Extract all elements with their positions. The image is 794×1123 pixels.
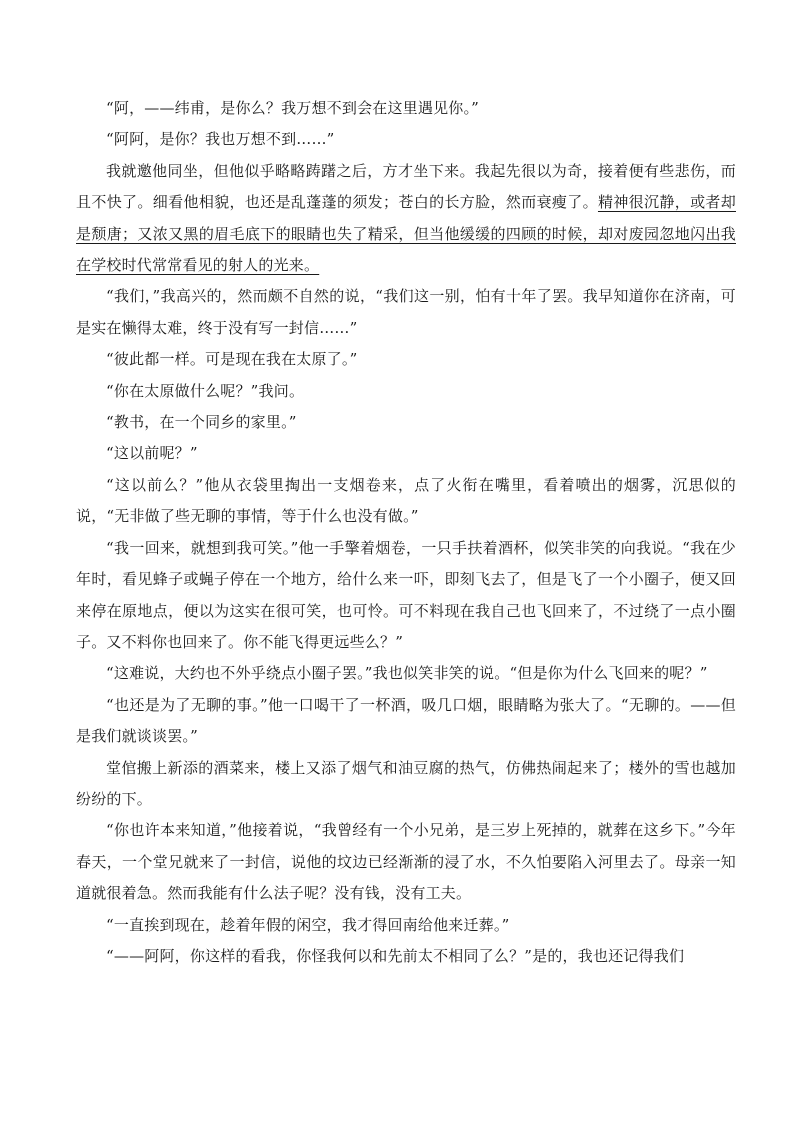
paragraph-8: “这以前呢？” xyxy=(106,444,198,463)
story-text xyxy=(76,93,736,972)
paragraph-6: “你在太原做什么呢？”我问。 xyxy=(106,381,305,400)
paragraph-1: “阿，——纬甫，是你么？我万想不到会在这里遇见你。” xyxy=(106,99,480,117)
paragraph-7: “教书，在一个同乡的家里。” xyxy=(106,413,297,432)
paragraph-11: “这难说，大约也不外乎绕点小圈子罢。”我也似笑非笑的说。“但是你为什么飞回来的呢？” xyxy=(106,664,708,683)
paragraph-10: “我一回来，就想到我可笑。”他一手擎着烟卷，一只手扶着酒杯，似笑非笑的向我说。“我在少年时，看见蜂子或蝇子停在一个地方，给什么来一吓，即刻飞去了，但是飞了一个小圈子，便又回来停在原地点，便以为这实在很可笑，也可怜。可不料现在我自己也飞回来了，不过绕了一点小圈子。又不料你也回来了。你不能飞得更远些么？” xyxy=(76,538,736,651)
paragraph-3-text: 我就邀他同坐，但他似乎略略踌躇之后，方才坐下来。我起先很以为奇，接着便有些悲伤，而且不快了。细看他相貌，也还是乱蓬蓬的须发；苍白的长方脸，然而衰瘦了。 xyxy=(76,161,736,212)
paragraph-12: “也还是为了无聊的事。”他一口喝干了一杯酒，吸几口烟，眼睛略为张大了。“无聊的。——但是我们就谈谈罢。” xyxy=(76,695,736,746)
paragraph-5: “彼此都一样。可是现在我在太原了。” xyxy=(106,350,358,369)
paragraph-4: “我们，”我高兴的，然而颇不自然的说，“我们这一别，怕有十年了罢。我早知道你在济南，可是实在懒得太难，终于没有写一封信……” xyxy=(76,287,736,337)
paragraph-14: “你也许本来知道，”他接着说，“我曾经有一个小兄弟，是三岁上死掉的，就葬在这乡下。”今年春天，一个堂兄就来了一封信，说他的坟边已经渐渐的浸了水，不久怕要陷入河里去了。母亲一知道就很着急。然而我能有什么法子呢？没有钱，没有工夫。 xyxy=(76,821,736,903)
paragraph-15: “一直挨到现在，趁着年假的闲空，我才得回南给他来迁葬。” xyxy=(106,915,510,934)
paragraph-16: “——阿阿，你这样的看我，你怪我何以和先前太不相同了么？”是的，我也还记得我们 xyxy=(106,946,685,965)
paragraph-3 xyxy=(76,156,736,282)
paragraph-13: 堂倌搬上新添的酒菜来，楼上又添了烟气和油豆腐的热气，仿佛热闹起来了；楼外的雪也越加纷纷的下。 xyxy=(76,758,736,808)
paragraph-2: “阿阿，是你？我也万想不到……” xyxy=(106,130,335,149)
underlined-passage: 精神很沉静，或者却是颓唐；又浓又黑的眉毛底下的眼睛也失了精采，但当他缓缓的四顾的时候，却对废园忽地闪出我在学校时代常常看见的射人的光来。 xyxy=(76,193,736,275)
paragraph-9: “这以前么？”他从衣袋里掏出一支烟卷来，点了火衔在嘴里，看着喷出的烟雾，沉思似的说，“无非做了些无聊的事情，等于什么也没有做。” xyxy=(76,475,736,526)
